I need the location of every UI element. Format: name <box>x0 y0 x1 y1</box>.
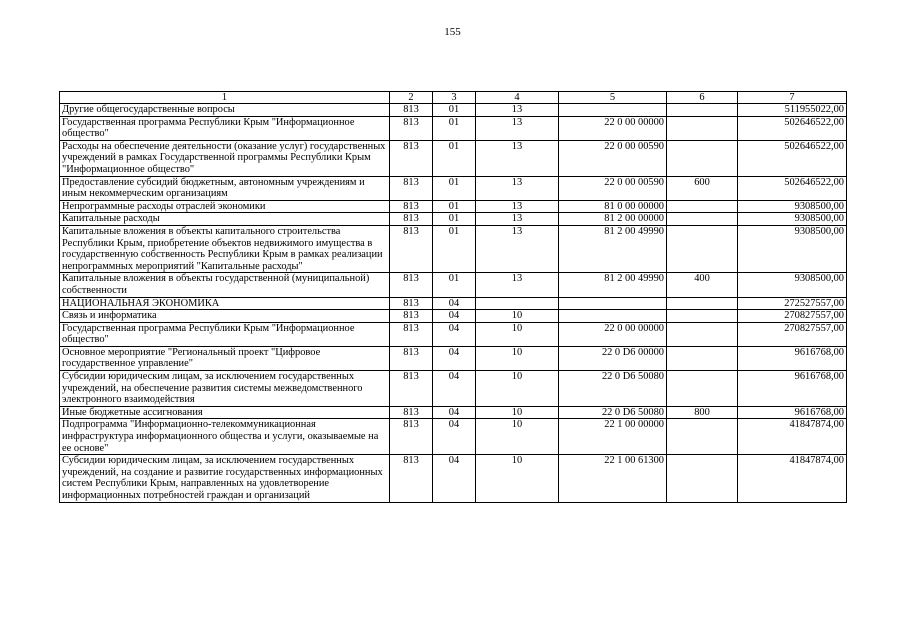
row-subsection-cell: 13 <box>476 116 559 140</box>
row-name-cell: Субсидии юридическим лицам, за исключением государственных учреждений, на обеспечение развития системы межведомственного электронного взаимодействия <box>60 371 390 407</box>
row-ministry-code-cell: 813 <box>390 116 433 140</box>
row-name-cell: Предоставление субсидий бюджетным, автономным учреждениям и иным некоммерческим организациям <box>60 176 390 200</box>
row-amount-cell: 9308500,00 <box>738 213 847 226</box>
table-row <box>60 406 847 419</box>
row-target-article-cell: 81 2 00 49990 <box>559 225 667 272</box>
row-name-cell: Основное мероприятие "Региональный проект "Цифровое государственное управление" <box>60 346 390 370</box>
row-name-cell: Расходы на обеспечение деятельности (оказание услуг) государственных учреждений в рамках Государственной программы Республики Крым "Информационное общество" <box>60 140 390 176</box>
row-ministry-code-cell: 813 <box>390 200 433 213</box>
row-section-cell: 01 <box>433 140 476 176</box>
row-name-cell: Иные бюджетные ассигнования <box>60 406 390 419</box>
row-subsection-cell: 10 <box>476 346 559 370</box>
row-target-article-cell: 81 2 00 49990 <box>559 273 667 297</box>
row-subsection-cell: 13 <box>476 104 559 117</box>
row-ministry-code-cell: 813 <box>390 297 433 310</box>
table-row <box>60 346 847 370</box>
row-expense-type-cell: 400 <box>667 273 738 297</box>
row-section-cell: 04 <box>433 455 476 502</box>
row-name-cell: Субсидии юридическим лицам, за исключением государственных учреждений, на создание и развитие государственных информационных систем Республики Крым, направленных на удовлетворение информационных потребностей граждан и организаций <box>60 455 390 502</box>
row-amount-cell: 9308500,00 <box>738 200 847 213</box>
row-section-cell: 01 <box>433 116 476 140</box>
row-amount-cell: 9616768,00 <box>738 371 847 407</box>
row-ministry-code-cell: 813 <box>390 419 433 455</box>
row-section-cell: 04 <box>433 346 476 370</box>
row-subsection-cell <box>476 297 559 310</box>
table-row <box>60 200 847 213</box>
row-target-article-cell: 22 0 00 00590 <box>559 176 667 200</box>
row-target-article-cell: 81 0 00 00000 <box>559 200 667 213</box>
row-expense-type-cell <box>667 116 738 140</box>
row-target-article-cell: 22 0 00 00000 <box>559 116 667 140</box>
row-expense-type-cell <box>667 297 738 310</box>
row-amount-cell: 9308500,00 <box>738 273 847 297</box>
row-section-cell: 01 <box>433 176 476 200</box>
row-amount-cell: 272527557,00 <box>738 297 847 310</box>
row-ministry-code-cell: 813 <box>390 104 433 117</box>
row-ministry-code-cell: 813 <box>390 273 433 297</box>
header-col-2: 2 <box>390 92 433 104</box>
row-section-cell: 04 <box>433 371 476 407</box>
row-expense-type-cell <box>667 419 738 455</box>
row-ministry-code-cell: 813 <box>390 213 433 226</box>
row-target-article-cell: 22 0 00 00590 <box>559 140 667 176</box>
row-amount-cell: 511955022,00 <box>738 104 847 117</box>
table-row <box>60 176 847 200</box>
table-row <box>60 140 847 176</box>
header-col-1: 1 <box>60 92 390 104</box>
row-section-cell: 01 <box>433 104 476 117</box>
header-col-3: 3 <box>433 92 476 104</box>
row-expense-type-cell <box>667 455 738 502</box>
row-ministry-code-cell: 813 <box>390 310 433 323</box>
row-amount-cell: 270827557,00 <box>738 322 847 346</box>
row-expense-type-cell <box>667 346 738 370</box>
table-row <box>60 297 847 310</box>
row-target-article-cell: 22 1 00 61300 <box>559 455 667 502</box>
row-amount-cell: 41847874,00 <box>738 455 847 502</box>
row-name-cell: НАЦИОНАЛЬНАЯ ЭКОНОМИКА <box>60 297 390 310</box>
table-row <box>60 419 847 455</box>
row-target-article-cell: 22 0 D6 00000 <box>559 346 667 370</box>
row-subsection-cell: 10 <box>476 322 559 346</box>
row-subsection-cell: 13 <box>476 273 559 297</box>
table-row <box>60 455 847 502</box>
row-ministry-code-cell: 813 <box>390 140 433 176</box>
row-subsection-cell: 13 <box>476 140 559 176</box>
header-col-6: 6 <box>667 92 738 104</box>
row-section-cell: 04 <box>433 297 476 310</box>
row-section-cell: 04 <box>433 419 476 455</box>
row-section-cell: 01 <box>433 213 476 226</box>
row-section-cell: 04 <box>433 310 476 323</box>
row-target-article-cell: 22 0 00 00000 <box>559 322 667 346</box>
row-subsection-cell: 13 <box>476 213 559 226</box>
row-subsection-cell: 13 <box>476 200 559 213</box>
table-row <box>60 322 847 346</box>
row-name-cell: Другие общегосударственные вопросы <box>60 104 390 117</box>
row-target-article-cell <box>559 310 667 323</box>
table-row <box>60 116 847 140</box>
row-subsection-cell: 10 <box>476 406 559 419</box>
row-name-cell: Связь и информатика <box>60 310 390 323</box>
row-section-cell: 01 <box>433 200 476 213</box>
row-section-cell: 01 <box>433 225 476 272</box>
row-subsection-cell: 10 <box>476 419 559 455</box>
budget-table <box>59 91 847 503</box>
row-subsection-cell: 13 <box>476 176 559 200</box>
table-row <box>60 310 847 323</box>
row-amount-cell: 9616768,00 <box>738 406 847 419</box>
row-target-article-cell: 22 1 00 00000 <box>559 419 667 455</box>
row-expense-type-cell <box>667 310 738 323</box>
row-expense-type-cell <box>667 140 738 176</box>
header-col-5: 5 <box>559 92 667 104</box>
row-amount-cell: 270827557,00 <box>738 310 847 323</box>
row-amount-cell: 502646522,00 <box>738 140 847 176</box>
row-expense-type-cell: 800 <box>667 406 738 419</box>
row-amount-cell: 41847874,00 <box>738 419 847 455</box>
row-subsection-cell: 10 <box>476 371 559 407</box>
row-ministry-code-cell: 813 <box>390 176 433 200</box>
row-ministry-code-cell: 813 <box>390 322 433 346</box>
header-col-7: 7 <box>738 92 847 104</box>
row-target-article-cell <box>559 104 667 117</box>
row-amount-cell: 9616768,00 <box>738 346 847 370</box>
row-section-cell: 04 <box>433 322 476 346</box>
row-expense-type-cell <box>667 322 738 346</box>
header-col-4: 4 <box>476 92 559 104</box>
row-amount-cell: 502646522,00 <box>738 176 847 200</box>
row-name-cell: Государственная программа Республики Крым "Информационное общество" <box>60 116 390 140</box>
table-row <box>60 213 847 226</box>
row-subsection-cell: 10 <box>476 455 559 502</box>
row-expense-type-cell <box>667 225 738 272</box>
table-row <box>60 104 847 117</box>
row-name-cell: Капитальные расходы <box>60 213 390 226</box>
row-amount-cell: 502646522,00 <box>738 116 847 140</box>
table-row <box>60 225 847 272</box>
page-number: 155 <box>444 26 461 38</box>
row-name-cell: Государственная программа Республики Крым "Информационное общество" <box>60 322 390 346</box>
row-ministry-code-cell: 813 <box>390 346 433 370</box>
row-expense-type-cell <box>667 200 738 213</box>
row-name-cell: Подпрограмма "Информационно-телекоммуникационная инфраструктура информационного общества и услуги, оказываемые на ее основе" <box>60 419 390 455</box>
row-name-cell: Капитальные вложения в объекты государственной (муниципальной) собственности <box>60 273 390 297</box>
row-subsection-cell: 13 <box>476 225 559 272</box>
row-name-cell: Непрограммные расходы отраслей экономики <box>60 200 390 213</box>
row-ministry-code-cell: 813 <box>390 455 433 502</box>
row-subsection-cell: 10 <box>476 310 559 323</box>
table-row <box>60 273 847 297</box>
row-ministry-code-cell: 813 <box>390 225 433 272</box>
row-ministry-code-cell: 813 <box>390 406 433 419</box>
row-target-article-cell: 81 2 00 00000 <box>559 213 667 226</box>
row-expense-type-cell: 600 <box>667 176 738 200</box>
row-target-article-cell: 22 0 D6 50080 <box>559 371 667 407</box>
row-target-article-cell: 22 0 D6 50080 <box>559 406 667 419</box>
table-row <box>60 371 847 407</box>
row-expense-type-cell <box>667 371 738 407</box>
row-name-cell: Капитальные вложения в объекты капитального строительства Республики Крым, приобретение объектов недвижимого имущества в государственную собственность Республики Крым в рамках реализации непрограммных мероприятий "Капитальные расходы" <box>60 225 390 272</box>
row-expense-type-cell <box>667 104 738 117</box>
row-section-cell: 01 <box>433 273 476 297</box>
row-expense-type-cell <box>667 213 738 226</box>
row-target-article-cell <box>559 297 667 310</box>
row-section-cell: 04 <box>433 406 476 419</box>
row-amount-cell: 9308500,00 <box>738 225 847 272</box>
row-ministry-code-cell: 813 <box>390 371 433 407</box>
table-header-row <box>60 92 847 104</box>
